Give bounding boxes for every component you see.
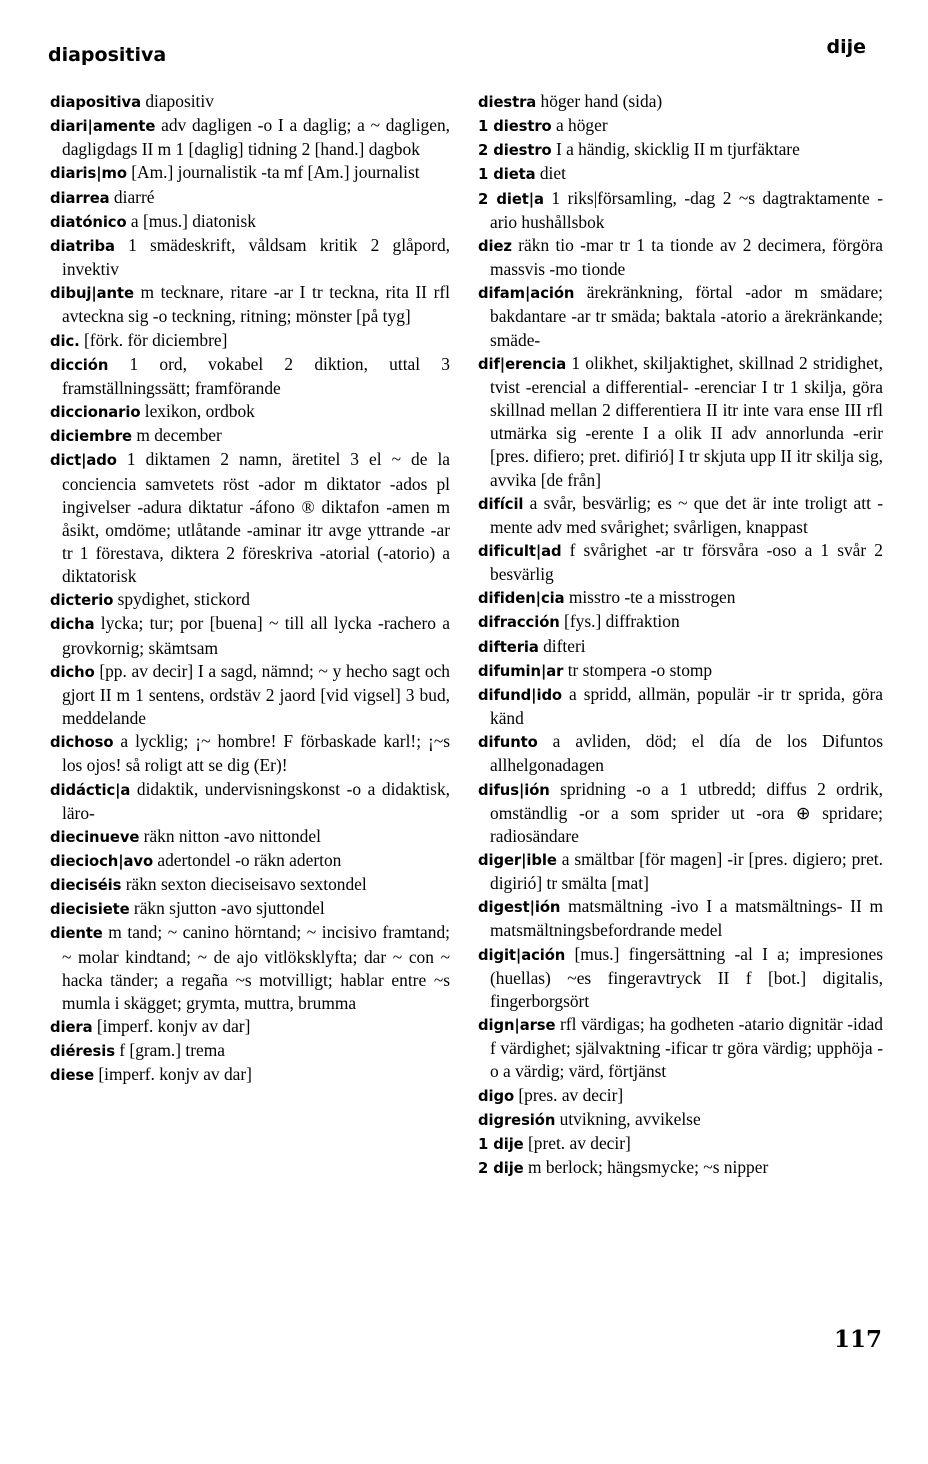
entry-headword: diger|ible	[478, 852, 557, 869]
entry-definition: räkn sjutton -avo sjuttondel	[129, 898, 325, 919]
entry-headword: dign|arse	[478, 1017, 556, 1035]
dictionary-entry	[478, 586, 883, 610]
entry-headword: digresión	[478, 1111, 556, 1129]
dictionary-entry	[50, 448, 450, 588]
dictionary-entry	[50, 424, 450, 448]
dictionary-entry	[478, 1013, 883, 1083]
entry-definition: räkn tio -mar tr 1 ta tionde av 2 decimera, förgöra massvis -mo tionde	[490, 234, 883, 280]
dictionary-entry	[478, 683, 883, 730]
dictionary-entry	[478, 1084, 883, 1108]
entry-definition: [Am.] journalistik -ta mf [Am.] journalist	[126, 162, 420, 183]
entry-definition: a svår, besvärlig; es ~ que det är inte troligt att -mente adv med svårighet; svårligen, knappast	[490, 492, 883, 537]
entry-definition: a avliden, död; el día de los Difuntos allhelgonadagen	[490, 731, 883, 776]
entry-headword: difteria	[478, 638, 539, 656]
entry-headword: dic.	[50, 332, 80, 350]
dictionary-entry	[478, 1132, 883, 1156]
entry-headword: diecinueve	[50, 828, 140, 846]
entry-headword: difus|ión	[478, 781, 550, 799]
entry-definition: räkn nitton -avo nittondel	[139, 825, 321, 846]
dictionary-entry	[50, 281, 450, 328]
dictionary-entry	[50, 210, 450, 234]
entry-headword: diari|amente	[50, 118, 156, 136]
entry-definition: m tand; ~ canino hörntand; ~ incisivo framtand; ~ molar kindtand; ~ de ajo vitlöksklyfta; dar ~ con ~ hacka tänder; a regaña ~s motvilligt; hablar entre ~s mumla i skägget; grymta, muttra, brumma	[62, 922, 450, 1013]
dictionary-entry	[478, 281, 883, 351]
dictionary-entry	[50, 873, 450, 897]
entry-headword: diapositiva	[50, 94, 141, 111]
entry-headword: diestra	[478, 94, 537, 111]
dictionary-entry	[478, 610, 883, 634]
entry-headword: difund|ido	[478, 686, 562, 704]
dictionary-entry	[50, 161, 450, 185]
entry-definition: utvikning, avvikelse	[555, 1108, 701, 1129]
entry-headword: diatriba	[50, 237, 115, 255]
entry-definition: lycka; tur; por [buena] ~ till all lycka -rachero a grovkornig; skämtsam	[62, 613, 450, 658]
entry-definition: a [mus.] diatonisk	[126, 210, 256, 231]
entry-definition: misstro -te a misstrogen	[564, 587, 736, 608]
entry-headword: dict|ado	[50, 452, 117, 470]
entry-headword: diéresis	[50, 1043, 115, 1061]
entry-headword: dieciséis	[50, 877, 122, 895]
right-column	[478, 90, 883, 1180]
dictionary-entry	[478, 492, 883, 539]
dictionary-entry	[478, 162, 883, 186]
entry-definition: [fys.] diffraktion	[559, 611, 680, 632]
dictionary-entry	[478, 114, 883, 138]
left-column	[50, 90, 450, 1088]
entry-definition: adertondel -o räkn aderton	[153, 850, 342, 870]
entry-definition: 1 riks|församling, -dag 2 ~s dagtraktamente -ario hushållsbok	[490, 187, 883, 232]
entry-headword: difícil	[478, 495, 524, 513]
entry-definition: 1 olikhet, skiljaktighet, skillnad 2 stridighet, tvist -erencial a differential- -erenciar I tr 1 skilja, göra skillnad mellan 2 differentiera II itr inte vara ense III rfl utmärka sig -erente I a olik II adv annorlunda -erir [pres. difiero; pret. difirió] I tr skjuta upp II itr skilja sig, avvika [de från]	[490, 352, 883, 490]
dictionary-entry	[50, 1039, 450, 1063]
entry-definition: ärekränkning, förtal -ador m smädare; bakdantare -ar tr smäda; baktala -atorio a ärekränkande; smäde-	[490, 282, 883, 350]
dictionary-entry	[478, 635, 883, 659]
running-head-right: dije	[826, 36, 866, 58]
entry-definition: [imperf. konjv av dar]	[94, 1064, 252, 1085]
dictionary-entry	[50, 329, 450, 353]
entry-headword: 2 diestro	[478, 142, 552, 160]
entry-headword: dibuj|ante	[50, 285, 134, 303]
entry-definition: 1 diktamen 2 namn, äretitel 3 el ~ de la conciencia samvetets röst -ador m diktator -ados pl ingivelser -adura diktatur -áfono ® diktafon -amen m åsikt, omdöme; utlåtande -aminar itr avge yttrande -ar tr 1 förestava, diktera 2 föreskriva -atorial (-atorio) a diktatorisk	[62, 449, 450, 587]
entry-definition: m berlock; hängsmycke; ~s nipper	[523, 1157, 769, 1178]
entry-headword: diccionario	[50, 404, 141, 422]
entry-headword: diez	[478, 237, 512, 255]
entry-headword: diese	[50, 1067, 95, 1085]
entry-headword: diecioch|avo	[50, 853, 154, 870]
entry-definition: f svårighet -ar tr försvåra -oso a 1 svår 2 besvärlig	[490, 539, 883, 585]
entry-headword: diarrea	[50, 189, 110, 207]
dictionary-entry	[478, 848, 883, 895]
entry-definition: diarré	[109, 186, 155, 207]
entry-headword: diaris|mo	[50, 165, 127, 183]
entry-headword: diera	[50, 1019, 93, 1037]
entry-definition: [pret. av decir]	[523, 1132, 631, 1153]
entry-headword: diente	[50, 925, 103, 943]
entry-definition: a höger	[551, 115, 608, 136]
entry-definition: [pres. av decir]	[514, 1084, 624, 1105]
entry-headword: 1 diestro	[478, 118, 552, 136]
entry-headword: dificult|ad	[478, 542, 562, 560]
entry-headword: difiden|cia	[478, 590, 565, 608]
entry-headword: 1 dije	[478, 1135, 524, 1153]
entry-headword: digest|ión	[478, 899, 561, 917]
dictionary-entry	[478, 539, 883, 586]
entry-definition: spridning -o a 1 utbredd; diffus 2 ordrik, omständlig -or a som sprider ut -ora ⊕ spridare; radiosändare	[490, 778, 883, 846]
dictionary-entry	[478, 1108, 883, 1132]
entry-headword: dicción	[50, 356, 109, 374]
dictionary-entry	[50, 897, 450, 921]
entry-definition: [mus.] fingersättning -al I a; impresiones (huellas) ~es fingeravtryck II f [bot.] digitalis, fingerborgsört	[490, 943, 883, 1011]
dictionary-entry	[50, 186, 450, 210]
entry-definition: höger hand (sida)	[536, 91, 663, 111]
entry-headword: 2 dije	[478, 1160, 524, 1178]
entry-definition: m december	[132, 425, 222, 446]
entry-headword: difracción	[478, 614, 560, 632]
entry-definition: diet	[535, 163, 566, 184]
dictionary-entry	[50, 1063, 450, 1087]
entry-definition: 1 ord, vokabel 2 diktion, uttal 3 framställningssätt; framförande	[62, 353, 450, 398]
dictionary-entry	[478, 187, 883, 234]
entry-definition: [förk. för diciembre]	[79, 329, 228, 350]
dictionary-entry	[50, 849, 450, 873]
dictionary-entry	[478, 778, 883, 848]
entry-definition: I a händig, skicklig II m tjurfäktare	[551, 139, 800, 160]
dictionary-entry	[478, 943, 883, 1013]
entry-definition: [imperf. konjv av dar]	[92, 1016, 251, 1037]
entry-definition: räkn sexton dieciseisavo sextondel	[121, 874, 367, 895]
dictionary-entry	[478, 352, 883, 492]
dictionary-entry	[478, 138, 883, 162]
dictionary-entry	[50, 825, 450, 849]
dictionary-entry	[478, 895, 883, 942]
dictionary-entry	[50, 588, 450, 612]
dictionary-entry	[50, 114, 450, 161]
dictionary-entry	[50, 778, 450, 825]
entry-definition: difteri	[538, 635, 586, 656]
entry-definition: [pp. av decir] I a sagd, nämnd; ~ y hecho sagt och gjort II m 1 sentens, ordstäv 2 jaord [vid vigsel] 3 bud, meddelande	[62, 660, 450, 729]
entry-definition: adv dagligen -o I a daglig; a ~ dagligen, dagligdags II m 1 [daglig] tidning 2 [hand.] dagbok	[62, 115, 450, 160]
entry-headword: diecisiete	[50, 901, 130, 919]
entry-definition: rfl värdigas; ha godheten -atario dignitär -idad f värdighet; självaktning -ificar tr göra värdig; upphöja -o a värdig; värd, förtjänst	[490, 1014, 883, 1082]
entry-headword: dicho	[50, 663, 95, 681]
dictionary-entry	[50, 660, 450, 730]
page-number: 117	[833, 1326, 882, 1353]
dictionary-entry	[478, 730, 883, 777]
dictionary-entry	[50, 921, 450, 1015]
dictionary-entry	[478, 90, 883, 114]
entry-headword: diatónico	[50, 213, 127, 231]
entry-definition: m tecknare, ritare -ar I tr teckna, rita II rfl avteckna sig -o teckning, ritning; mönster [på tyg]	[62, 282, 450, 327]
dictionary-entry	[478, 234, 883, 281]
entry-headword: didáctic|a	[50, 781, 131, 799]
dictionary-entry	[478, 659, 883, 683]
entry-definition: diapositiv	[140, 91, 214, 111]
entry-headword: dichoso	[50, 734, 114, 752]
entry-headword: difunto	[478, 734, 538, 752]
entry-headword: 1 dieta	[478, 166, 536, 184]
entry-definition: spydighet, stickord	[113, 589, 250, 610]
entry-headword: dicterio	[50, 592, 114, 610]
entry-headword: diciembre	[50, 428, 132, 446]
entry-definition: didaktik, undervisningskonst -o a didaktisk, läro-	[62, 778, 450, 823]
dictionary-entry	[50, 730, 450, 777]
entry-headword: difam|ación	[478, 285, 575, 303]
entry-definition: a spridd, allmän, populär -ir tr sprida, göra känd	[490, 683, 883, 729]
entry-definition: a smältbar [för magen] -ir [pres. digiero; pret. digirió] tr smälta [mat]	[490, 849, 883, 894]
dictionary-entry	[50, 234, 450, 281]
entry-definition: f [gram.] trema	[114, 1040, 226, 1061]
dictionary-entry	[478, 1156, 883, 1180]
dictionary-entry	[50, 90, 450, 114]
entry-headword: 2 diet|a	[478, 190, 544, 208]
dictionary-entry	[50, 400, 450, 424]
entry-definition: a lycklig; ¡~ hombre! F förbaskade karl!; ¡~s los ojos! så roligt att se dig (Er)!	[62, 731, 450, 776]
dictionary-entry	[50, 1015, 450, 1039]
dictionary-entry	[50, 612, 450, 659]
entry-definition: 1 smädeskrift, våldsam kritik 2 glåpord, invektiv	[62, 234, 450, 280]
entry-headword: dicha	[50, 616, 95, 634]
entry-headword: digo	[478, 1087, 515, 1105]
entry-headword: digit|ación	[478, 946, 566, 964]
entry-definition: tr stompera -o stomp	[563, 659, 713, 680]
entry-definition: lexikon, ordbok	[140, 401, 255, 422]
entry-headword: dif|erencia	[478, 355, 567, 373]
entry-headword: difumin|ar	[478, 662, 564, 680]
running-head-left: diapositiva	[48, 44, 167, 66]
entry-definition: matsmältning -ivo I a matsmältnings- II m matsmältningsbefordrande medel	[490, 896, 883, 941]
dictionary-entry	[50, 353, 450, 400]
